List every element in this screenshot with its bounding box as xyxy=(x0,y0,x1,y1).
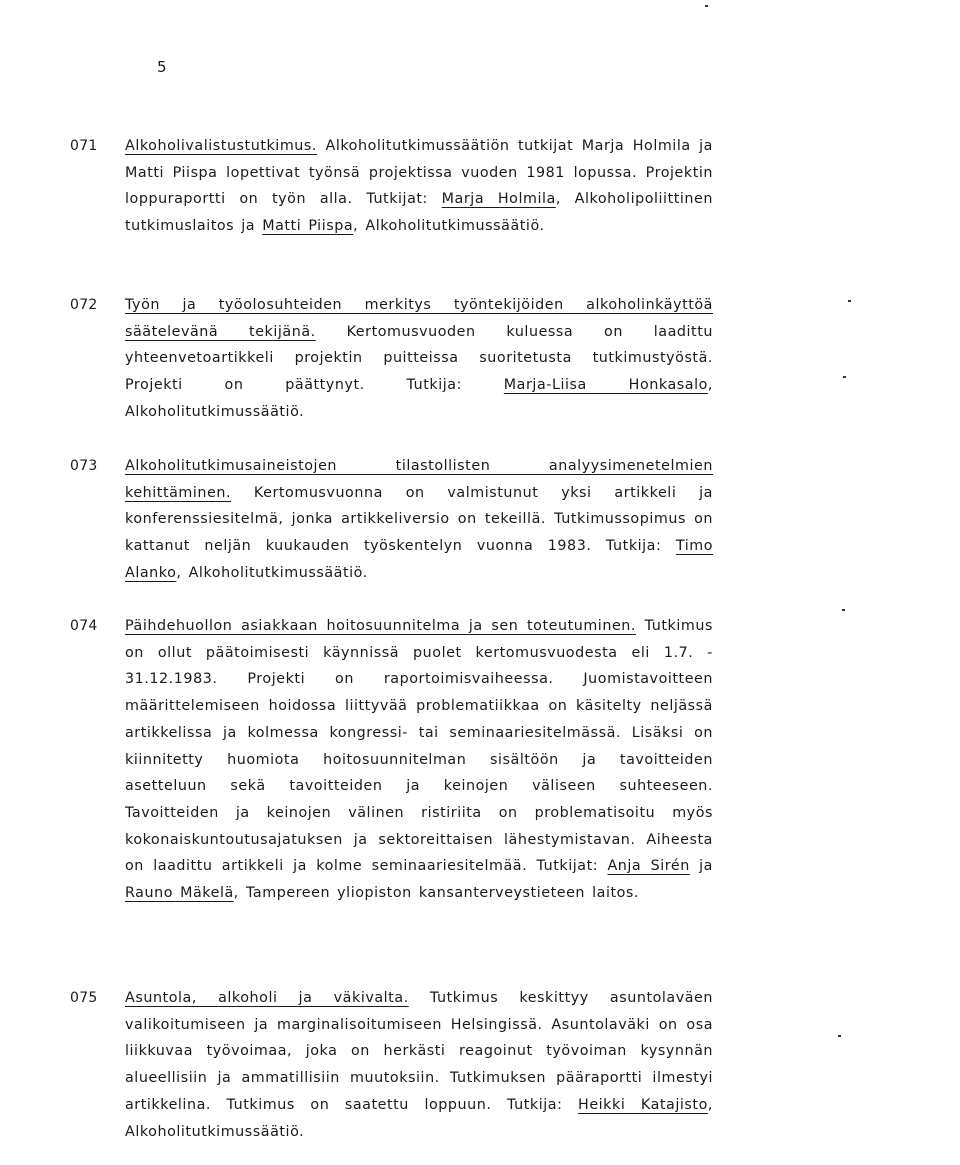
entry-body: Kertomusvuoden kuluessa on laadittu yhteenvetoartikkeli projektin puitteissa suoritetusta tutkimustyöstä. Projekti on päättynyt. Tutkija: xyxy=(125,323,713,394)
entry-number: 073 xyxy=(70,458,98,474)
researcher-name: Heikki Katajisto xyxy=(578,1096,708,1113)
entry-body: Kertomusvuonna on valmistunut yksi artikkeli ja konferenssiesitelmä, jonka artikkeliversio on tekeillä. Tutkimussopimus on kattanut neljän kuukauden työskentelyn vuonna 1983. Tutkija: xyxy=(125,484,713,555)
scan-speck xyxy=(848,300,851,302)
page-number: 5 xyxy=(157,58,168,76)
entry-text xyxy=(125,133,713,240)
entry-body: Tutkimus on ollut päätoimisesti käynnissä puolet kertomusvuodesta eli 1.7. - 31.12.1983. Projekti on raportoimisvaiheessa. Juomistavoitteen määrittelemiseen hoidossa liittyvää problematiikkaa on käsitelty neljässä artikkelissa ja kolmessa kongressi- tai seminaariesitelmässä. Lisäksi on kiinnitetty huomiota hoitosuunnitelman sisältöön ja tavoitteiden asetteluun sekä tavoitteiden ja keinojen väliseen suhteeseen. Tavoitteiden ja keinojen välinen ristiriita on problematisoitu myös kokonaiskuntoutusajatuksen ja sektoreittaisen lähestymistavan. Aiheesta on laadittu artikkeli ja kolme seminaariesitelmää. Tutkijat: xyxy=(125,618,713,875)
scan-speck xyxy=(843,376,846,378)
entry-number: 075 xyxy=(70,990,98,1006)
researcher-name: Anja Sirén xyxy=(607,858,690,875)
researcher-name: Timo Alanko xyxy=(125,538,713,581)
entry-title: Asuntola, alkoholi ja väkivalta. xyxy=(125,990,409,1006)
researcher-name: Marja-Liisa Honkasalo xyxy=(503,377,708,394)
entry-text xyxy=(125,292,713,426)
entry-number: 072 xyxy=(70,297,98,313)
entry-body: , Alkoholipoliittinen tutkimuslaitos ja xyxy=(125,191,713,235)
entry-body: , Alkoholitutkimussäätiö. xyxy=(353,218,545,235)
scan-speck xyxy=(842,609,845,611)
entry-body: ja xyxy=(689,858,713,875)
entry-text xyxy=(125,613,713,907)
entry-title: Päihdehuollon asiakkaan hoitosuunnitelma ja sen toteutuminen. xyxy=(125,618,636,634)
researcher-name: Rauno Mäkelä xyxy=(125,885,234,902)
entry-text xyxy=(125,453,713,587)
entry-title: Alkoholitutkimusaineistojen tilastollisten analyysimenetelmien kehittäminen. xyxy=(125,458,713,501)
entry-number: 071 xyxy=(70,138,98,154)
entry-number: 074 xyxy=(70,618,98,634)
scan-speck xyxy=(705,5,708,7)
entry-title: Työn ja työolosuhteiden merkitys työntekijöiden alkoholinkäyttöä säätelevänä tekijänä. xyxy=(125,297,713,340)
researcher-name: Matti Piispa xyxy=(262,218,354,235)
entry-body: Alkoholitutkimussäätiön tutkijat Marja Holmila ja Matti Piispa lopettivat työnsä projektissa vuoden 1981 lopussa. Projektin loppuraportti on työn alla. Tutkijat: xyxy=(125,138,713,208)
entry-body: Tutkimus keskittyy asuntolaväen valikoitumiseen ja marginalisoitumiseen Helsingissä. Asuntolaväki on osa liikkuvaa työvoimaa, joka on herkästi reagoinut työvoiman kysynnän alueellisiin ja ammatillisiin muutoksiin. Tutkimuksen pääraportti ilmestyi artikkelina. Tutkimus on saatettu loppuun. Tutkija: xyxy=(125,990,714,1113)
entry-title: Alkoholivalistustutkimus. xyxy=(125,138,318,154)
entry-body: , Alkoholitutkimussäätiö. xyxy=(125,377,713,420)
entry-text xyxy=(125,985,713,1145)
scan-speck xyxy=(838,1035,841,1037)
researcher-name: Marja Holmila xyxy=(441,191,556,208)
entry-body: , Alkoholitutkimussäätiö. xyxy=(125,1096,713,1140)
entry-body: , Tampereen yliopiston kansanterveystieteen laitos. xyxy=(233,885,640,902)
entry-body: , Alkoholitutkimussäätiö. xyxy=(176,564,368,581)
